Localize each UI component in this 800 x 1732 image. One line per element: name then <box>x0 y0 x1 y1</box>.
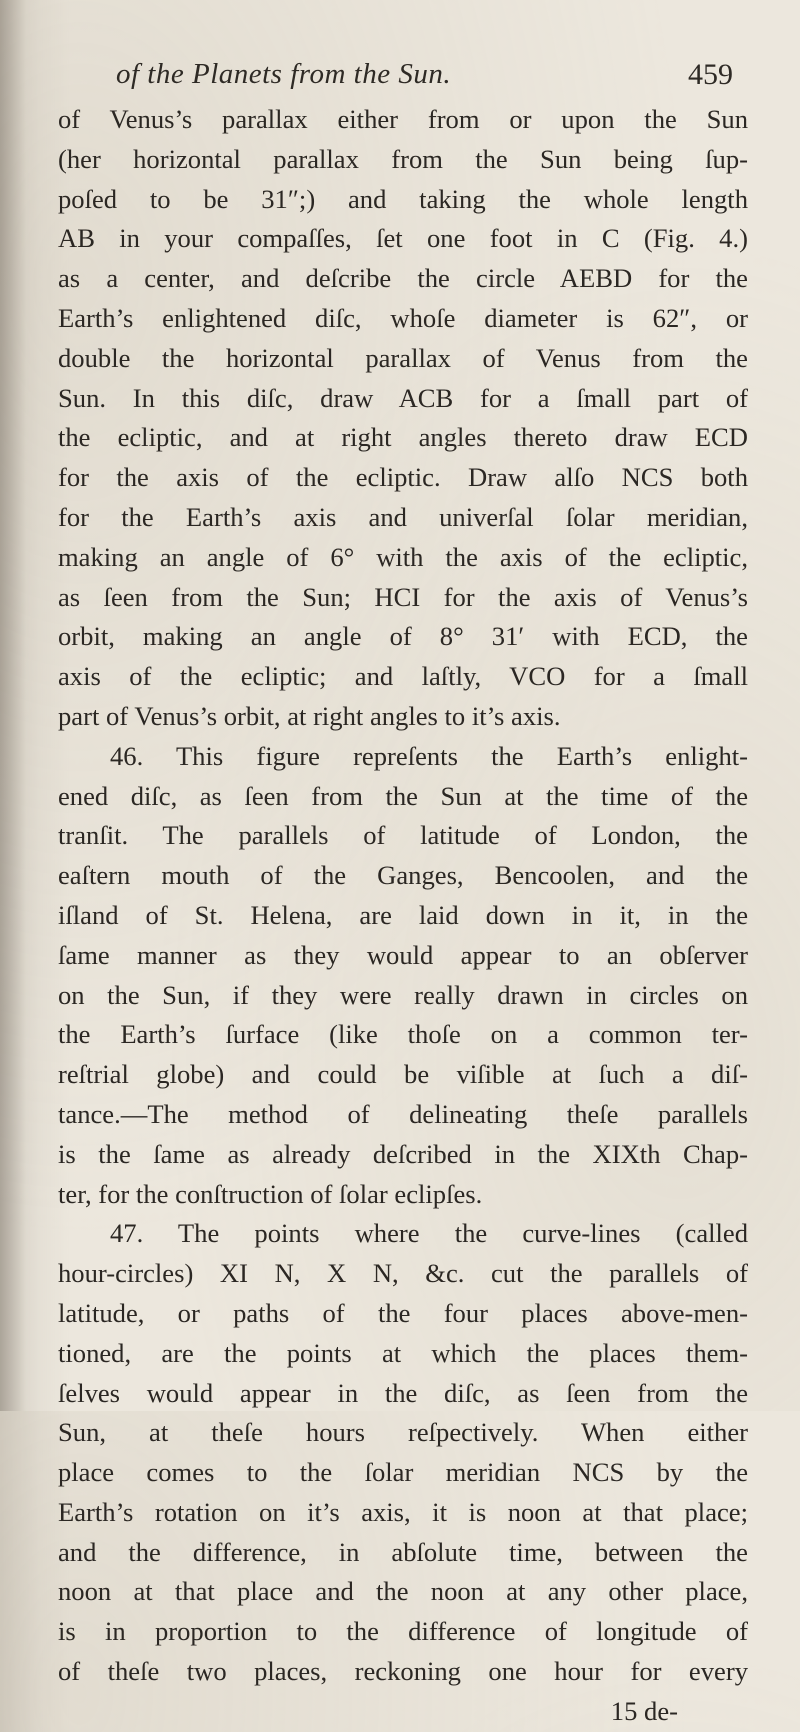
text-line: ter, for the conſtruction of ſolar eclipſes. <box>58 1178 483 1209</box>
text-line: is the ſame as already deſcribed in the XIXth Chap- <box>58 1138 748 1169</box>
paragraph-46-start: 46. This figure repreſents the Earth’s enlight- <box>110 740 748 771</box>
page-number: 459 <box>688 58 733 91</box>
text-line: on the Sun, if they were really drawn in circles on <box>58 979 748 1010</box>
text-line: for the Earth’s axis and univerſal ſolar meridian, <box>58 501 748 532</box>
text-line: ened diſc, as ſeen from the Sun at the time of the <box>58 780 748 811</box>
body-text <box>58 100 748 1732</box>
text-line: is in proportion to the difference of longitude of <box>58 1616 748 1647</box>
catchword: 15 de- <box>610 1695 678 1726</box>
text-line: poſed to be 31″;) and taking the whole length <box>58 183 748 214</box>
text-line: iſland of St. Helena, are laid down in it, in the <box>58 899 748 930</box>
running-head: of the Planets from the Sun. <box>116 58 452 90</box>
text-line: part of Venus’s orbit, at right angles to it’s axis. <box>58 700 561 731</box>
text-line: of theſe two places, reckoning one hour for every <box>58 1656 748 1687</box>
text-line: latitude, or paths of the four places above-men- <box>58 1297 748 1328</box>
text-line: (her horizontal parallax from the Sun being ſup- <box>58 143 748 174</box>
text-line: ſelves would appear in the diſc, as ſeen from the <box>58 1377 748 1408</box>
text-line: making an angle of 6° with the axis of the ecliptic, <box>58 541 748 572</box>
text-line: orbit, making an angle of 8° 31′ with ECD, the <box>58 621 748 652</box>
text-line: double the horizontal parallax of Venus from the <box>58 342 748 373</box>
text-line: Sun, at theſe hours reſpectively. When either <box>58 1417 748 1448</box>
text-line: as ſeen from the Sun; HCI for the axis of Venus’s <box>58 581 748 612</box>
text-line: reſtrial globe) and could be viſible at ſuch a diſ- <box>58 1059 748 1090</box>
text-line: ſame manner as they would appear to an obſerver <box>58 939 748 970</box>
text-line: the ecliptic, and at right angles thereto draw ECD <box>58 422 748 453</box>
text-line: of Venus’s parallax either from or upon the Sun <box>58 104 748 134</box>
text-line: hour-circles) XI N, X N, &c. cut the parallels of <box>58 1258 748 1289</box>
paragraph-47-start: 47. The points where the curve-lines (called <box>110 1218 748 1249</box>
text-line: tance.—The method of delineating theſe parallels <box>58 1098 748 1129</box>
text-line: AB in your compaſſes, ſet one foot in C (Fig. 4.) <box>58 223 748 254</box>
text-line: the Earth’s ſurface (like thoſe on a common ter- <box>58 1019 748 1050</box>
text-line: Earth’s rotation on it’s axis, it is noon at that place; <box>58 1496 748 1527</box>
text-line: tioned, are the points at which the places them- <box>58 1337 748 1368</box>
text-line: Earth’s enlightened diſc, whoſe diameter is 62″, or <box>58 302 748 333</box>
text-line: place comes to the ſolar meridian NCS by the <box>58 1457 748 1488</box>
page-gutter-shadow <box>0 0 26 1411</box>
text-line: for the axis of the ecliptic. Draw alſo NCS both <box>58 462 748 493</box>
text-line: axis of the ecliptic; and laſtly, VCO for a ſmall <box>58 661 748 692</box>
text-line: and the difference, in abſolute time, between the <box>58 1536 748 1567</box>
text-line: Sun. In this diſc, draw ACB for a ſmall part of <box>58 382 748 413</box>
text-line: noon at that place and the noon at any other place, <box>58 1576 748 1607</box>
text-line: as a center, and deſcribe the circle AEBD for the <box>58 263 748 294</box>
text-line: eaſtern mouth of the Ganges, Bencoolen, and the <box>58 860 748 891</box>
text-line: tranſit. The parallels of latitude of London, the <box>58 820 748 851</box>
